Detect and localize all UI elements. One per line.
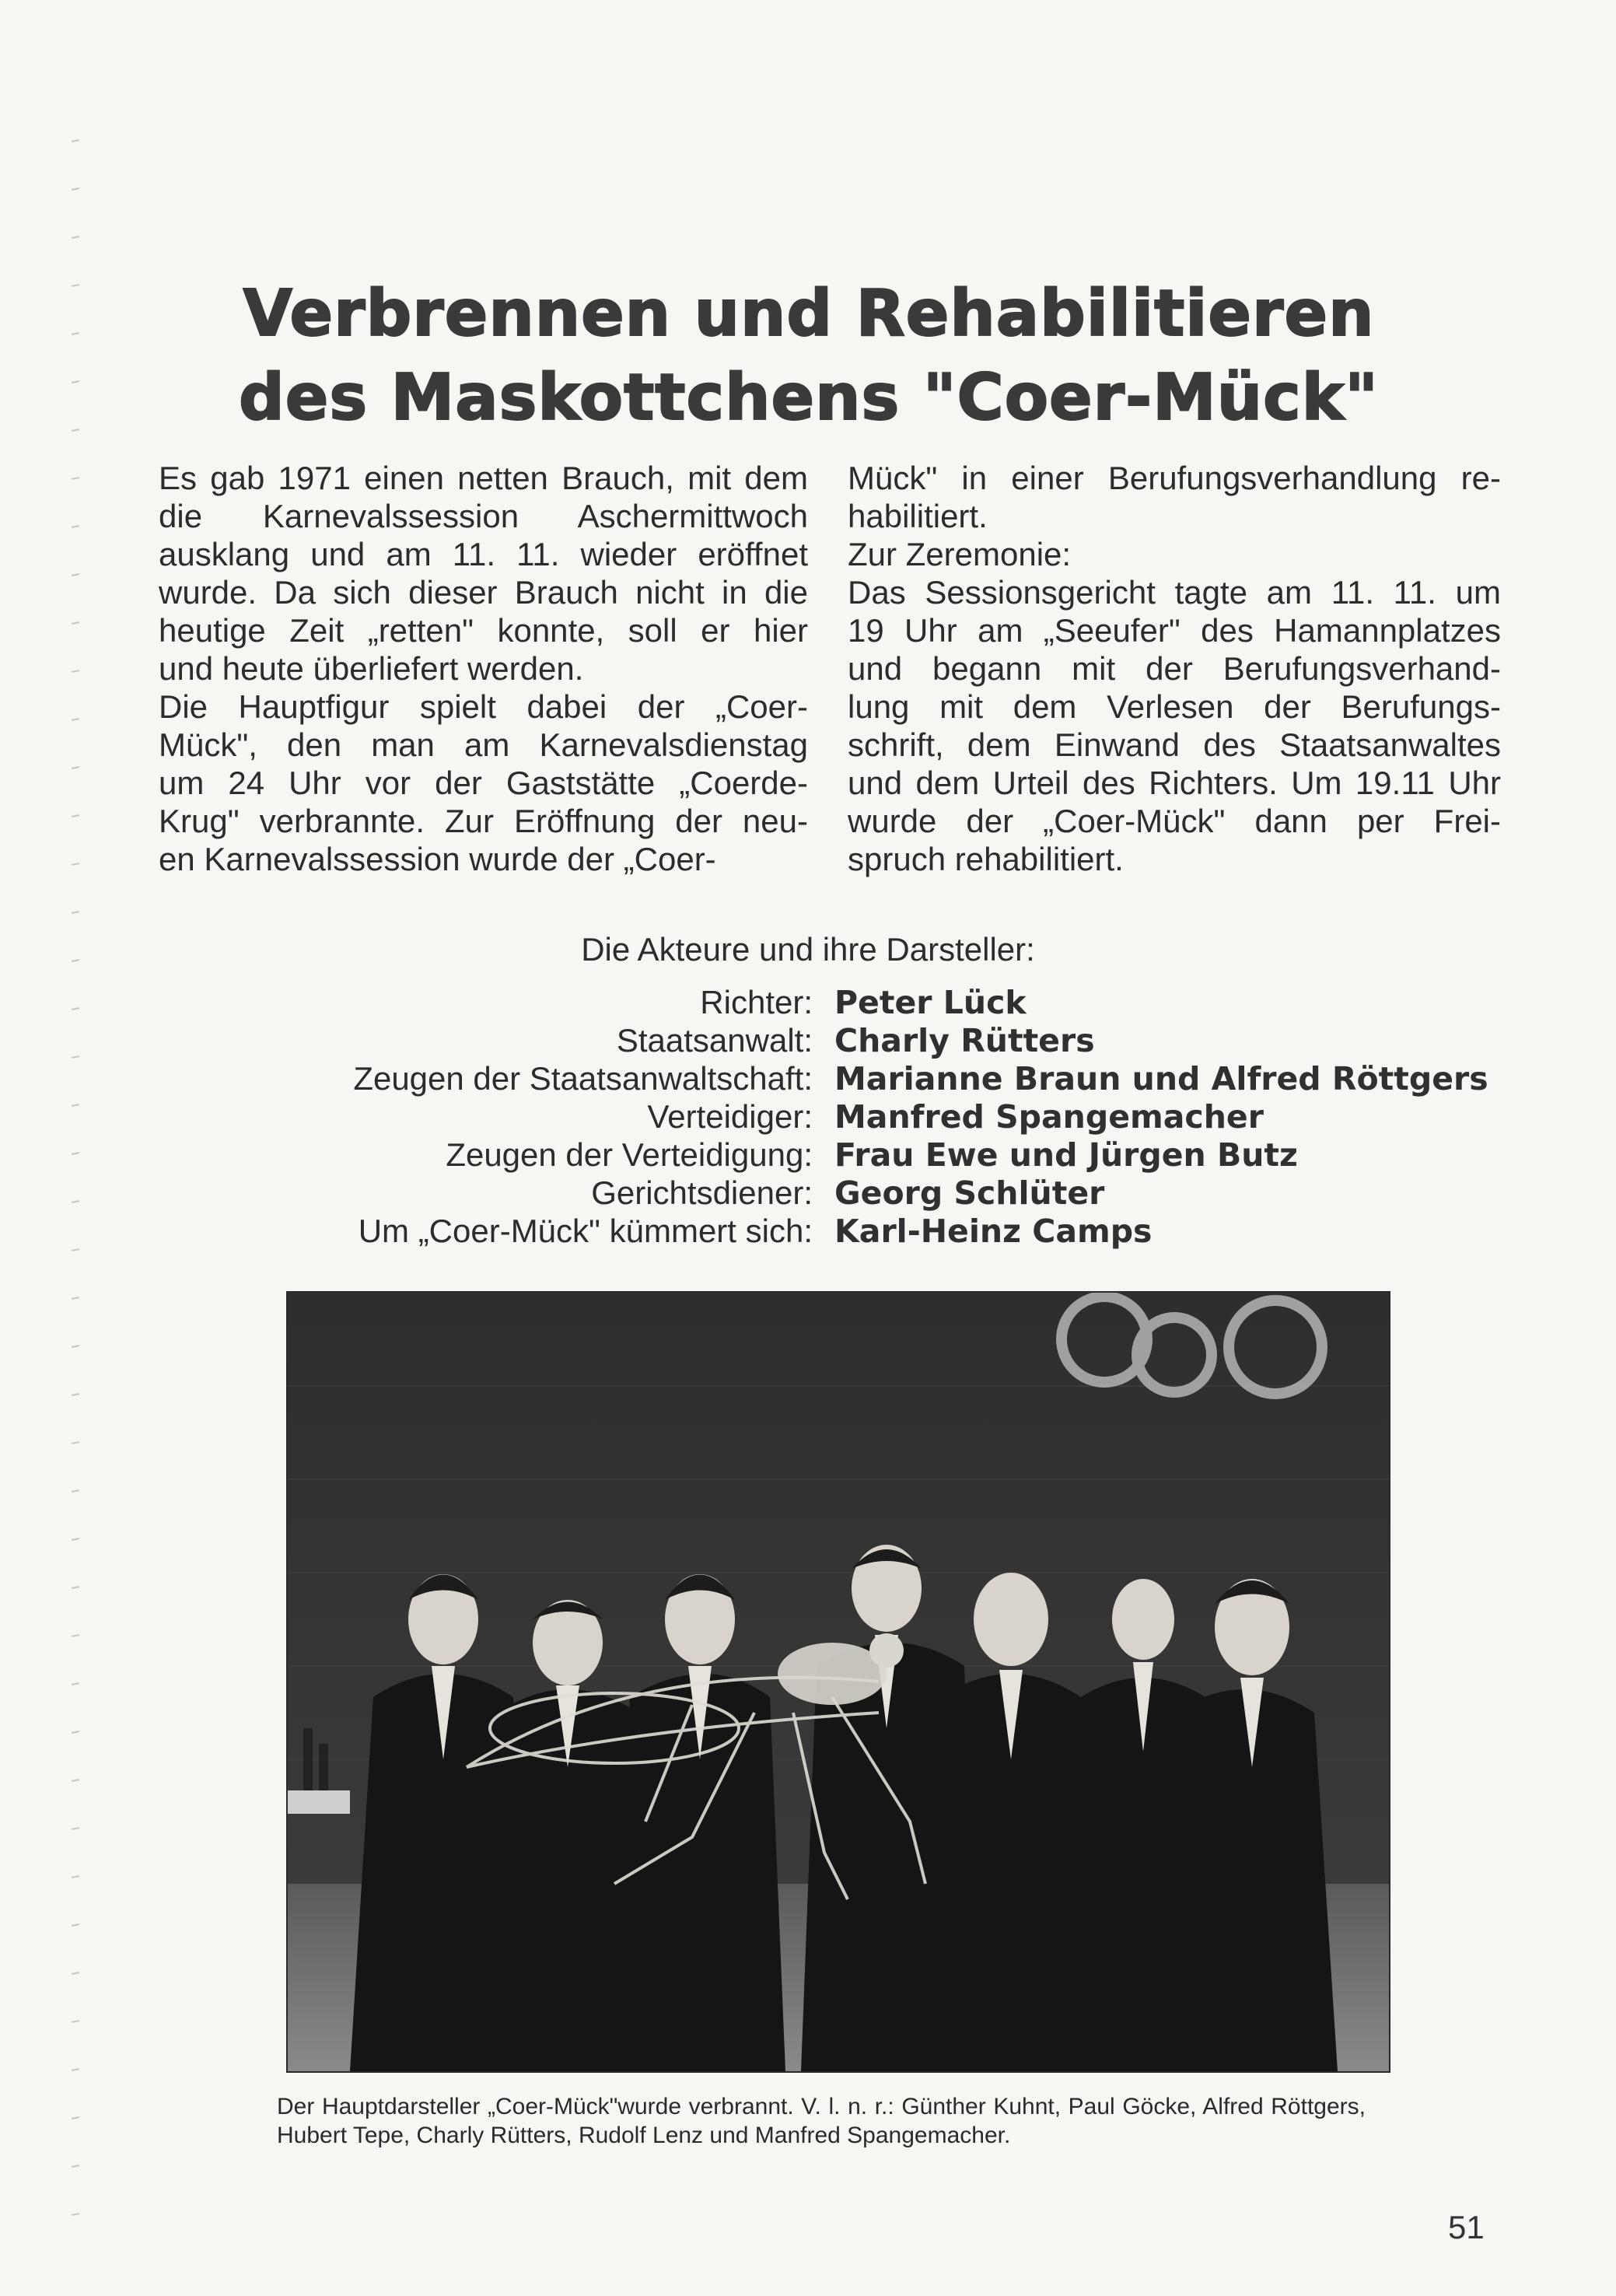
article-line: schrift, dem Einwand des Staatsanwaltes — [848, 726, 1501, 763]
cast-role: Richter: — [700, 984, 813, 1020]
page-number: 51 — [1448, 2209, 1485, 2245]
cast-role: Zeugen der Staatsanwaltschaft: — [353, 1060, 813, 1097]
cast-role: Zeugen der Verteidigung: — [446, 1136, 813, 1173]
cast-actor: Frau Ewe und Jürgen Butz — [834, 1136, 1298, 1174]
article-line: um 24 Uhr vor der Gaststätte „Coerde- — [159, 765, 808, 801]
cast-role: Um „Coer-Mück" kümmert sich: — [358, 1213, 813, 1249]
article-line: wurde der „Coer-Mück" dann per Frei- — [848, 803, 1501, 839]
binder-edge-marks — [72, 140, 87, 2256]
cast-actor: Georg Schlüter — [834, 1174, 1105, 1212]
group-photo-illustration — [288, 1293, 1389, 2071]
cast-row — [156, 1174, 1524, 1213]
article-line: wurde. Da sich dieser Brauch nicht in die — [159, 574, 808, 611]
article-line: heutige Zeit „retten" konnte, soll er hier — [159, 612, 808, 649]
group-photo — [286, 1291, 1390, 2073]
cast-row — [156, 1060, 1524, 1098]
cast-role: Gerichtsdiener: — [591, 1174, 813, 1211]
article-line: habilitiert. — [848, 498, 988, 534]
photo-caption: Der Hauptdarsteller „Coer-Mück"wurde verbrannt. V. l. n. r.: Günther Kuhnt, Paul Göcke, Alfred Röttgers, Hubert Tepe, Charly Rütters, Rudolf Lenz und Manfred Spangemacher. — [277, 2094, 1366, 2148]
title-line-2: des Maskottchens "Coer-Mück" — [239, 361, 1379, 435]
article-line: und begann mit der Berufungsverhand- — [848, 650, 1501, 687]
article-line: die Karnevalssession Aschermittwoch — [159, 498, 808, 534]
cast-row — [156, 1213, 1524, 1251]
article-line: Krug" verbrannte. Zur Eröffnung der neu- — [159, 803, 808, 839]
cast-role: Staatsanwalt: — [616, 1022, 813, 1059]
title-line-1: Verbrennen und Rehabilitieren — [243, 277, 1375, 351]
article-line: en Karnevalssession wurde der „Coer- — [159, 841, 716, 877]
cast-row — [156, 1098, 1524, 1136]
cast-heading: Die Akteure und ihre Darsteller: — [581, 931, 1035, 968]
article-column-right — [848, 459, 1501, 878]
cast-actor: Marianne Braun und Alfred Röttgers — [834, 1060, 1488, 1097]
article-column-left — [159, 459, 808, 878]
cast-role: Verteidiger: — [647, 1098, 813, 1135]
cast-actor: Peter Lück — [834, 984, 1027, 1021]
article-line: Die Hauptfigur spielt dabei der „Coer- — [159, 688, 808, 725]
cast-row — [156, 984, 1524, 1022]
article-line: Es gab 1971 einen netten Brauch, mit dem — [159, 460, 808, 496]
article-line: lung mit dem Verlesen der Berufungs- — [848, 688, 1501, 725]
article-line: Mück" in einer Berufungsverhandlung re- — [848, 460, 1501, 496]
article-line: Das Sessionsgericht tagte am 11. 11. um — [848, 574, 1501, 611]
article-line: 19 Uhr am „Seeufer" des Hamannplatzes — [848, 612, 1501, 649]
article-line: und dem Urteil des Richters. Um 19.11 Uhr — [848, 765, 1501, 801]
cast-actor: Charly Rütters — [834, 1022, 1095, 1059]
cast-actor: Karl-Heinz Camps — [834, 1213, 1153, 1250]
cast-row — [156, 1136, 1524, 1174]
cast-list — [156, 984, 1524, 1251]
article-line: ausklang und am 11. 11. wieder eröffnet — [159, 536, 808, 572]
article-line: Mück", den man am Karnevalsdienstag — [159, 726, 808, 763]
cast-row — [156, 1022, 1524, 1060]
article-title — [140, 272, 1478, 440]
cast-actor: Manfred Spangemacher — [834, 1098, 1264, 1136]
article-line: und heute überliefert werden. — [159, 650, 584, 687]
article-line: Zur Zeremonie: — [848, 536, 1072, 572]
article-line: spruch rehabilitiert. — [848, 841, 1124, 877]
